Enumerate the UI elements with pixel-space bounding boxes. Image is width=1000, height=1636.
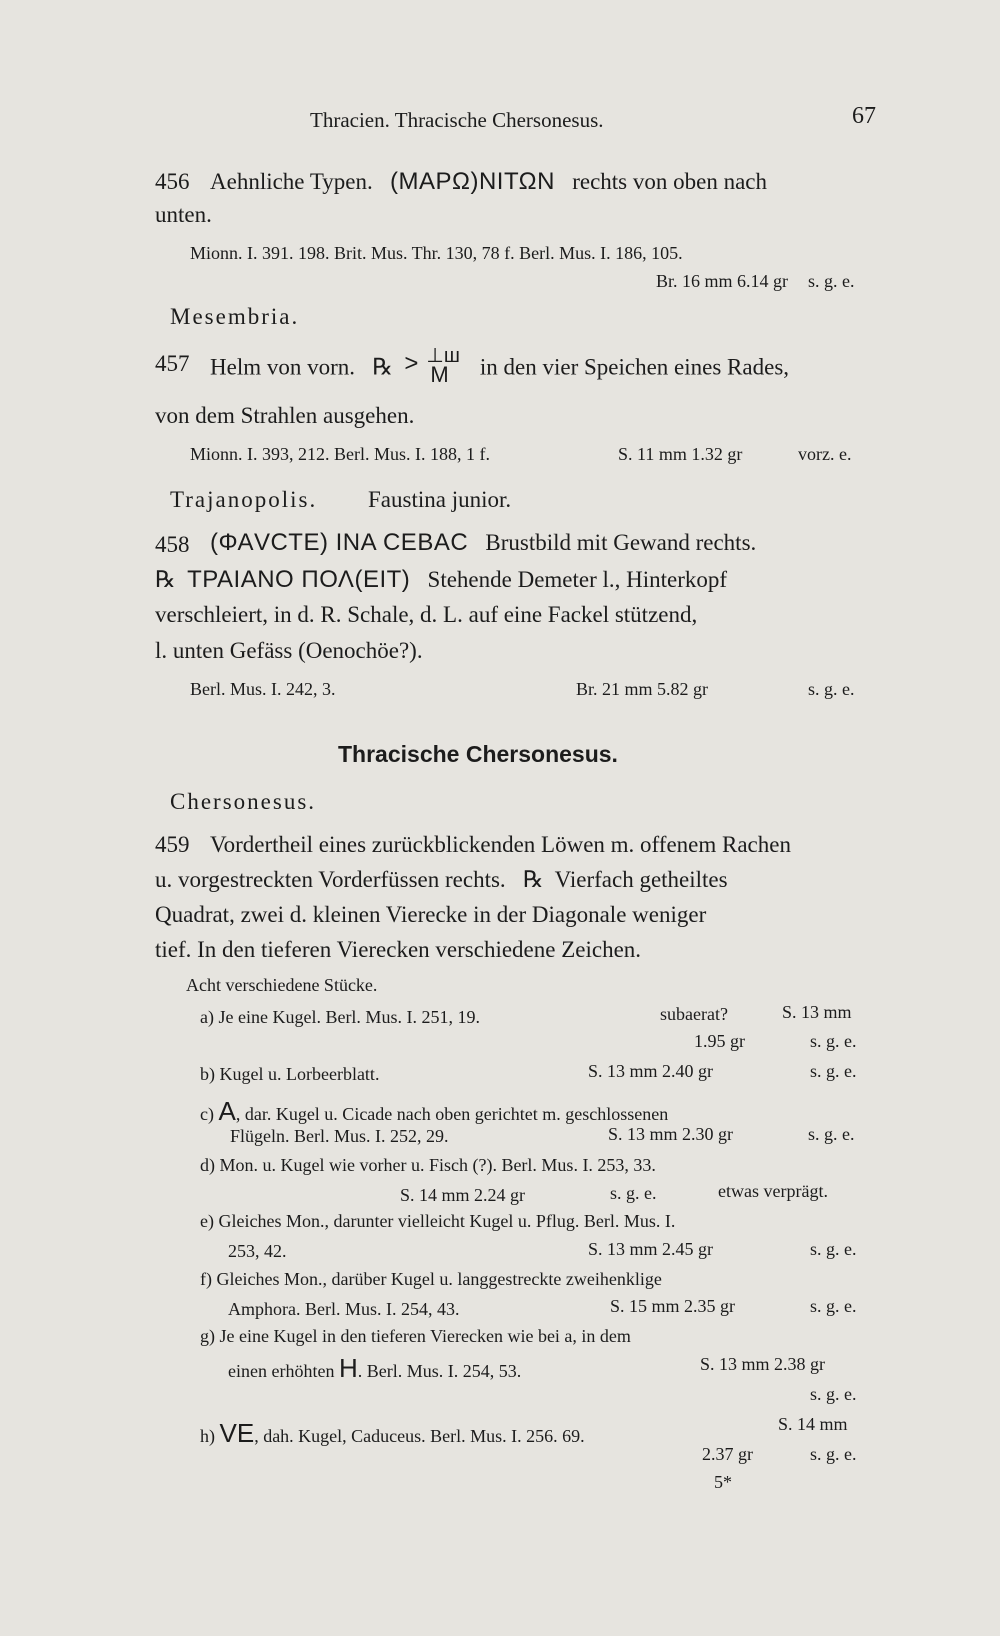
entry-456-number: 456: [155, 169, 190, 194]
variant-h-grade: s. g. e.: [810, 1444, 857, 1464]
variant-h-size: S. 14 mm: [778, 1414, 848, 1434]
entry-457-number: 457: [155, 351, 190, 376]
variant-d-line-1: d) Mon. u. Kugel wie vorher u. Fisch (?). Berl. Mus. I. 253, 33.: [200, 1155, 656, 1175]
variant-d-grade: s. g. e.: [610, 1183, 657, 1203]
variant-h-weight: 2.37 gr: [702, 1444, 753, 1464]
variant-c-reference: Flügeln. Berl. Mus. I. 252, 29.: [230, 1126, 449, 1146]
entry-456-grade: s. g. e.: [808, 271, 855, 291]
ruler-faustina: Faustina junior.: [368, 487, 512, 512]
variant-c-measure: S. 13 mm 2.30 gr: [608, 1124, 734, 1144]
entry-457-line-2: von dem Strahlen ausgehen.: [155, 403, 415, 428]
entry-459-number: 459: [155, 832, 190, 857]
entry-456-measure: Br. 16 mm 6.14 gr: [656, 271, 789, 291]
variant-a-weight: 1.95 gr: [694, 1031, 745, 1051]
variant-a-text: a) Je eine Kugel. Berl. Mus. I. 251, 19.: [200, 1007, 480, 1027]
reverse-symbol: ℞: [522, 867, 544, 892]
variant-g-line-2: einen erhöhten H. Berl. Mus. I. 254, 53.: [228, 1353, 522, 1383]
entry-458-grade: s. g. e.: [808, 679, 855, 699]
variant-a-grade: s. g. e.: [810, 1031, 857, 1051]
variant-b-grade: s. g. e.: [810, 1061, 857, 1081]
variant-e-grade: s. g. e.: [810, 1239, 857, 1259]
printer-signature: 5*: [714, 1472, 732, 1492]
page-number: 67: [852, 103, 876, 129]
greek-legend: (ΜΑΡΩ)ΝΙΤΩΝ: [390, 168, 555, 195]
monogram-glyph: > ⊥ш M: [404, 345, 460, 387]
variant-a-note: subaerat?: [660, 1004, 728, 1024]
mint-heading-mesembria: Mesembria.: [170, 304, 300, 329]
variant-b-measure: S. 13 mm 2.40 gr: [588, 1061, 714, 1081]
entry-458-measure: Br. 21 mm 5.82 gr: [576, 679, 709, 699]
entry-458-line-2: ℞ ΤΡΑΙΑΝΟ ΠΟΛ(ΕΙΤ) Stehende Demeter l., Hinterkopf: [155, 566, 728, 593]
entry-457-line-1: Helm von vorn. ℞ > ⊥ш M in den vier Speichen eines Rades,: [210, 345, 790, 387]
entry-458-line-3: verschleiert, in d. R. Schale, d. L. auf eine Fackel stützend,: [155, 602, 698, 627]
entry-459-line-2: u. vorgestreckten Vorderfüssen rechts. ℞ Vierfach getheiltes: [155, 867, 728, 892]
entry-457-reference: Mionn. I. 393, 212. Berl. Mus. I. 188, 1 f.: [190, 444, 490, 464]
entry-456-line-2: unten.: [155, 202, 212, 227]
letter-a-glyph: A: [218, 1096, 236, 1126]
variant-f-grade: s. g. e.: [810, 1296, 857, 1316]
entry-456-reference: Mionn. I. 391. 198. Brit. Mus. Thr. 130, 78 f. Berl. Mus. I. 186, 105.: [190, 243, 683, 263]
entry-459-line-3: Quadrat, zwei d. kleinen Vierecke in der Diagonale weniger: [155, 902, 707, 927]
variant-f-measure: S. 15 mm 2.35 gr: [610, 1296, 736, 1316]
variant-d-note: etwas verprägt.: [718, 1181, 828, 1201]
mint-heading-chersonesus: Chersonesus.: [170, 789, 317, 814]
variant-c-line-1: c) A, dar. Kugel u. Cicade nach oben gerichtet m. geschlossenen: [200, 1096, 669, 1126]
entry-458-line-4: l. unten Gefäss (Oenochöe?).: [155, 638, 423, 663]
mint-heading-trajanopolis: Trajanopolis.: [170, 487, 318, 512]
entry-457-grade: vorz. e.: [798, 444, 852, 464]
variant-e-measure: S. 13 mm 2.45 gr: [588, 1239, 714, 1259]
variant-g-line-1: g) Je eine Kugel in den tieferen Vierecken wie bei a, in dem: [200, 1326, 631, 1346]
reverse-symbol: ℞: [155, 567, 176, 592]
variant-a-size: S. 13 mm: [782, 1002, 852, 1022]
variant-h-line-1: h) VE, dah. Kugel, Caduceus. Berl. Mus. I. 256. 69.: [200, 1418, 585, 1448]
entry-456-line-1: Aehnliche Typen. (ΜΑΡΩ)ΝΙΤΩΝ rechts von oben nach: [210, 168, 767, 195]
variant-g-grade: s. g. e.: [810, 1384, 857, 1404]
letter-h-glyph: H: [338, 1353, 358, 1383]
variant-f-line-1: f) Gleiches Mon., darüber Kugel u. langgestreckte zweihenklige: [200, 1269, 662, 1289]
variant-c-grade: s. g. e.: [808, 1124, 855, 1144]
variant-d-measure: S. 14 mm 2.24 gr: [400, 1185, 526, 1205]
reverse-symbol: ℞: [372, 354, 393, 380]
entry-459-intro: Acht verschiedene Stücke.: [186, 975, 378, 995]
entry-458-line-1: (ΦΑVCΤΕ) ΙΝΑ CΕΒΑC Brustbild mit Gewand rechts.: [210, 529, 757, 556]
entry-457-measure: S. 11 mm 1.32 gr: [618, 444, 743, 464]
greek-legend: (ΦΑVCΤΕ) ΙΝΑ CΕΒΑC: [210, 529, 469, 556]
entry-459-line-1: Vordertheil eines zurückblickenden Löwen m. offenem Rachen: [210, 832, 791, 857]
ligature-ve-glyph: VE: [219, 1418, 255, 1448]
variant-e-line-1: e) Gleiches Mon., darunter vielleicht Kugel u. Pflug. Berl. Mus. I.: [200, 1211, 676, 1231]
running-title: Thracien. Thracische Chersonesus.: [310, 108, 604, 132]
entry-459-line-4: tief. In den tieferen Vierecken verschiedene Zeichen.: [155, 937, 642, 962]
variant-f-reference: Amphora. Berl. Mus. I. 254, 43.: [228, 1299, 460, 1319]
entry-458-number: 458: [155, 532, 190, 557]
variant-g-measure: S. 13 mm 2.38 gr: [700, 1354, 826, 1374]
entry-458-reference: Berl. Mus. I. 242, 3.: [190, 679, 336, 699]
variant-e-reference: 253, 42.: [228, 1241, 287, 1261]
section-title: Thracische Chersonesus.: [338, 741, 618, 767]
greek-legend: ΤΡΑΙΑΝΟ ΠΟΛ(ΕΙΤ): [187, 566, 411, 593]
variant-b-text: b) Kugel u. Lorbeerblatt.: [200, 1064, 380, 1084]
